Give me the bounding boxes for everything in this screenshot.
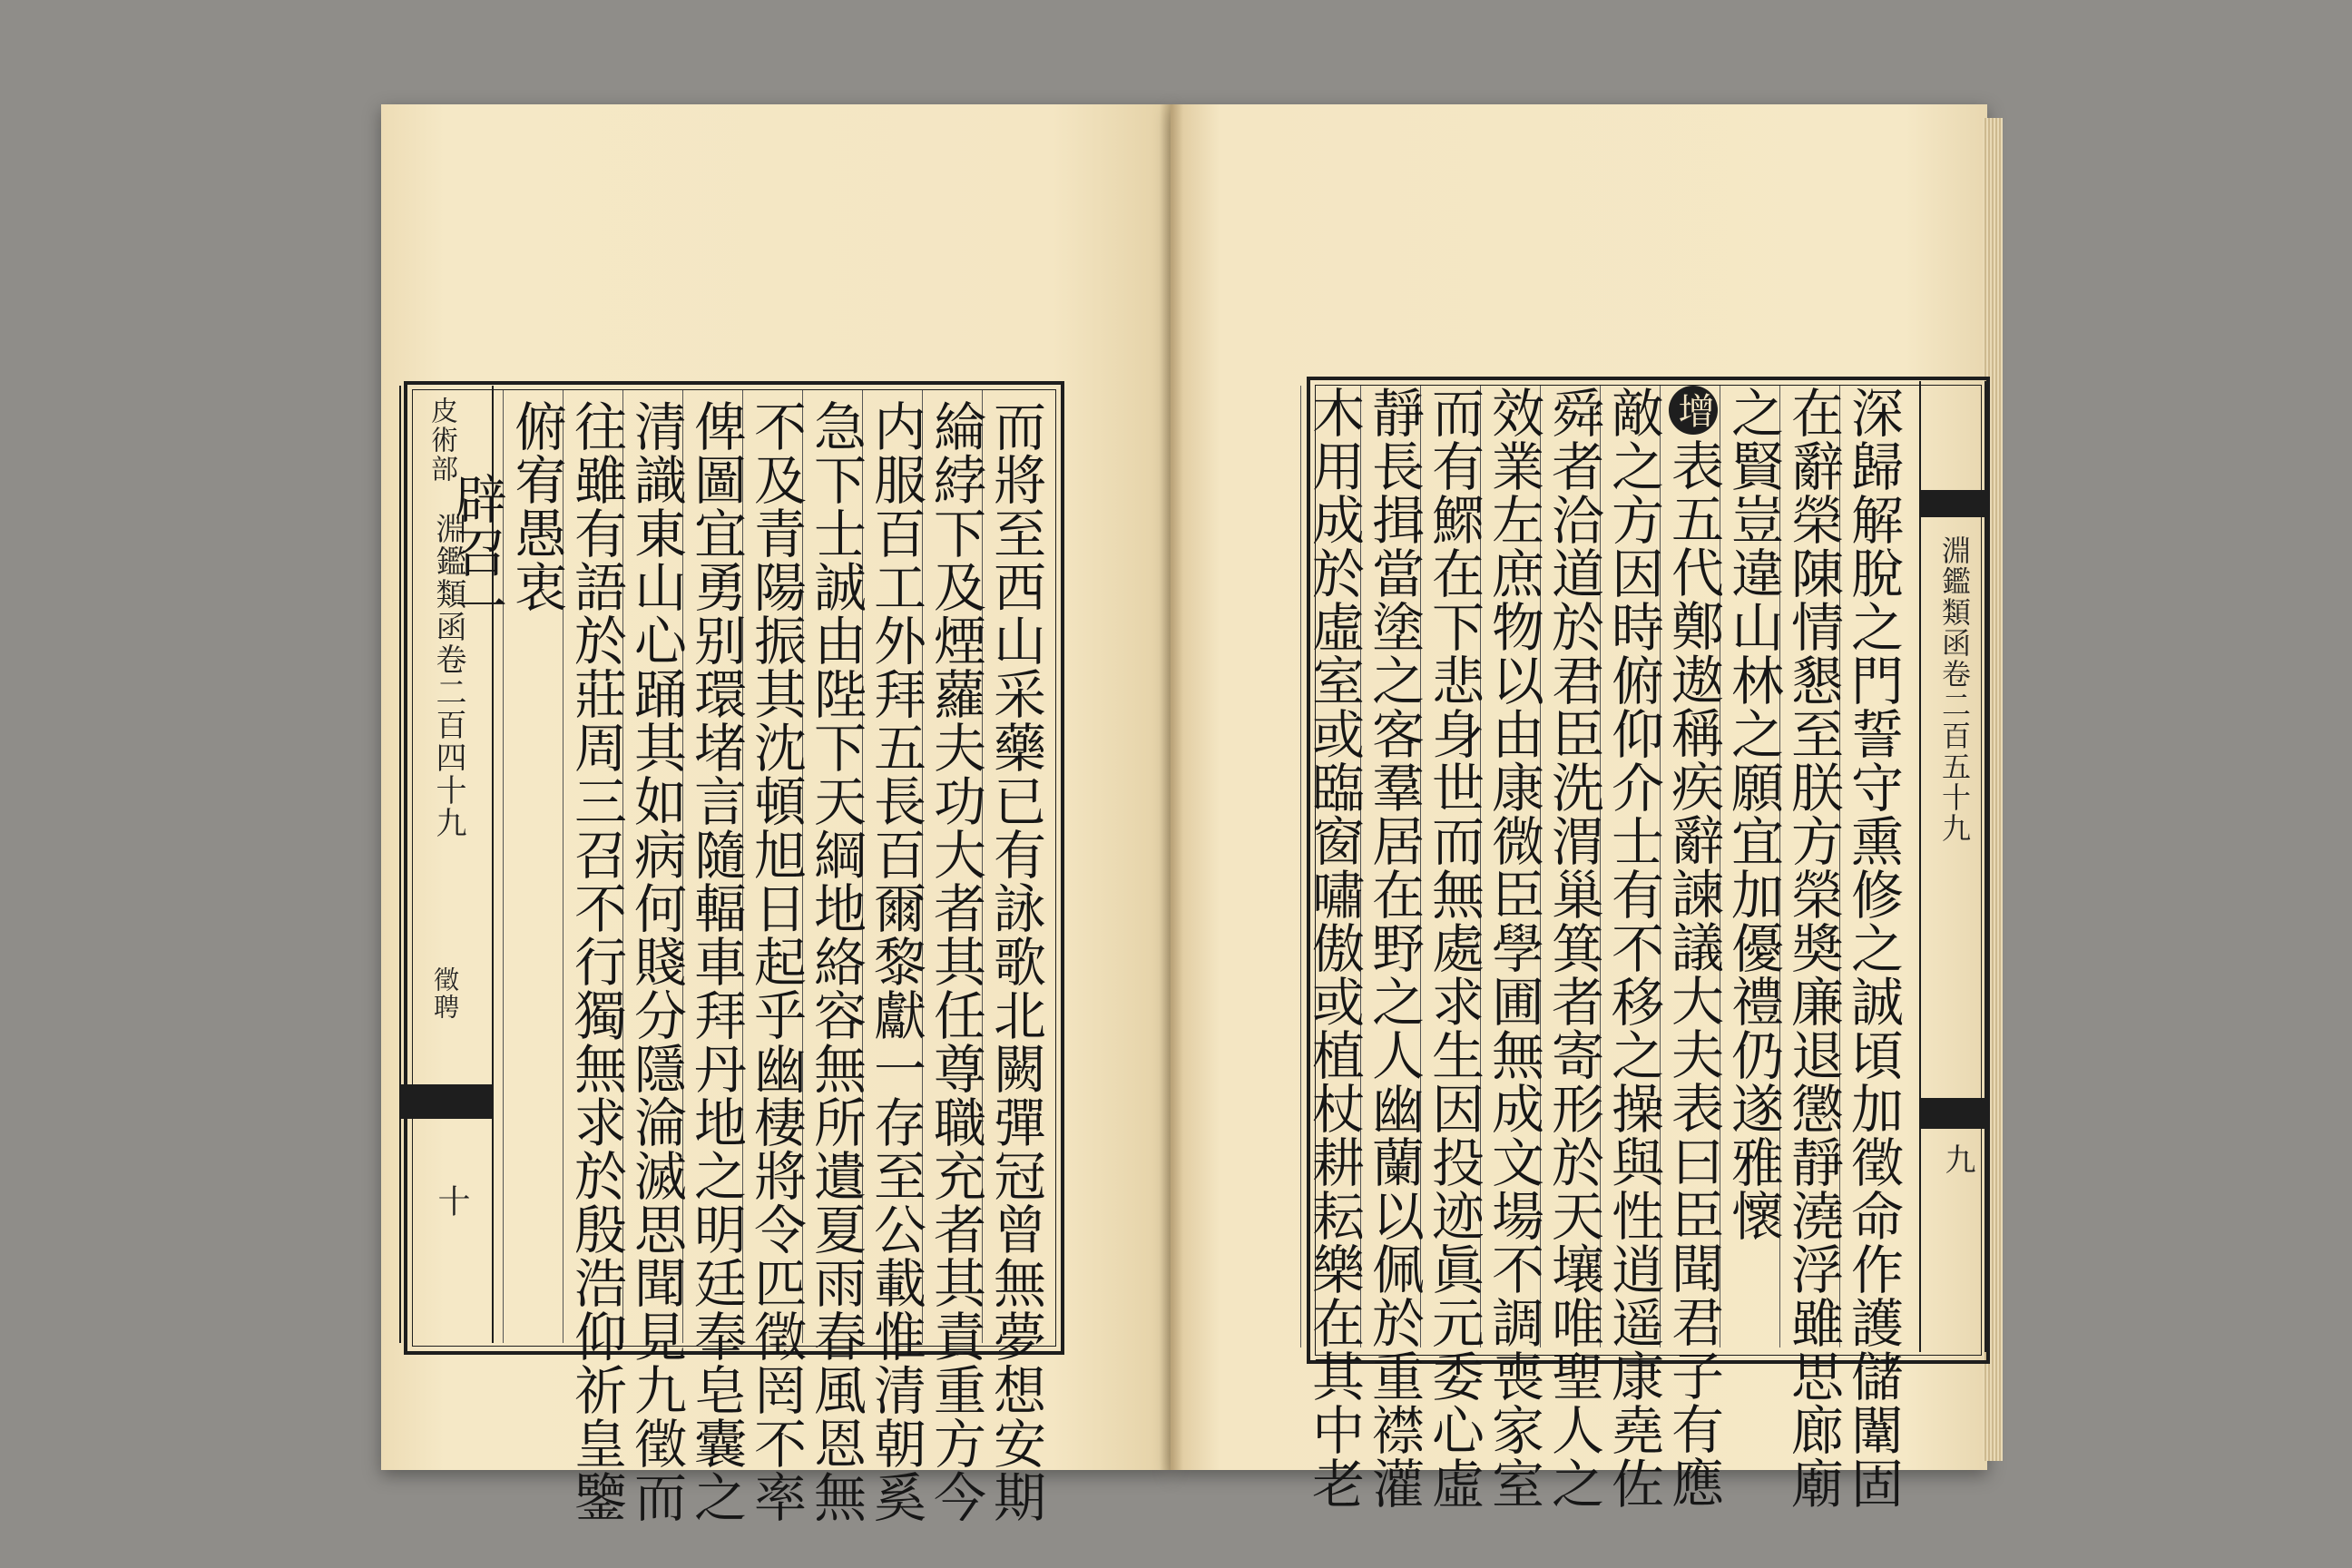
text-column: 内服百工外拜五長百爾黎獻一存至公載惟清朝奚: [865, 399, 926, 1524]
right-banxin: [1919, 381, 1986, 1352]
text-column: 俯宥愚衷: [505, 399, 567, 613]
text-column: 在辭榮陳情懇至朕方榮奬廉退懲靜澆浮雖思廊廟: [1782, 386, 1844, 1510]
text-column: 敵之方因時俯仰介士有不移之操與性逍遥康堯佐: [1602, 386, 1664, 1510]
text-column-content: 表五代鄭遨稱疾辭諫議大夫表曰臣聞君子有應: [1662, 438, 1724, 1509]
book-gutter: [1160, 104, 1183, 1470]
text-column: 清識東山心踊其如病何賤分隱淪滅思聞見九徵而: [625, 399, 687, 1524]
text-column: 之賢豈違山林之願宜加優禮仍遂雅懷: [1722, 386, 1784, 1242]
text-column: 綸綍下及煙蘿夫功大者其任尊職充者其責重方今: [925, 399, 986, 1524]
text-column: 不及青陽振其沈頓旭日起乎幽棲將令匹徵罔不率: [745, 399, 807, 1524]
text-column: 效業左庶物以由康微臣學圃無成文場不調喪家室: [1483, 386, 1544, 1510]
text-column: 靜長揖當塗之客羣居在野之人幽蘭以佩於重襟灌: [1363, 386, 1425, 1510]
banxin-page-number: 九: [1939, 1143, 1975, 1176]
banxin-section-top: 皮術部: [426, 397, 457, 484]
text-column: 急下士誠由陛下天綱地絡容無所遺夏雨春風恩無: [805, 399, 867, 1524]
fish-tail-mark: [1921, 1098, 1984, 1129]
text-column: 舜者洽道於君臣洗渭巢箕者寄形於天壤唯聖人之: [1543, 386, 1604, 1510]
text-column: 深歸解脫之門誓守熏修之誠頃加徵命作護儲闈固: [1842, 386, 1904, 1510]
banxin-book-title: 淵鑑類函卷二百四十九: [430, 513, 466, 839]
fish-tail-mark-top: [1921, 490, 1984, 517]
text-column: 往雖有語於莊周三召不行獨無求於殷浩仰祈皇鑒: [565, 399, 627, 1524]
banxin-page-number: 十: [433, 1184, 470, 1219]
text-column: 而將至西山采藥已有詠歌北闕彈冠曾無夢想安期: [985, 399, 1046, 1524]
zeng-badge: 增: [1669, 386, 1718, 435]
column-rule: [1300, 386, 1301, 1348]
text-column: 辟召一: [446, 472, 507, 632]
text-column: [1663, 386, 1723, 1509]
text-column: 而有鰥在下悲身世而無處求生因投迹眞元委心虛: [1423, 386, 1485, 1510]
fish-tail-mark: [401, 1084, 492, 1119]
text-column: 俾圖宜勇别環堵言隨輻車拜丹地之明廷奉皂囊之: [685, 399, 747, 1524]
banxin-book-title: 淵鑑類函卷二百五十九: [1937, 535, 1972, 844]
text-column: 木用成於虛室或臨窗嘯傲或植杖耕耘樂在其中老: [1303, 386, 1365, 1510]
banxin-category: 徵聘: [430, 966, 460, 1021]
